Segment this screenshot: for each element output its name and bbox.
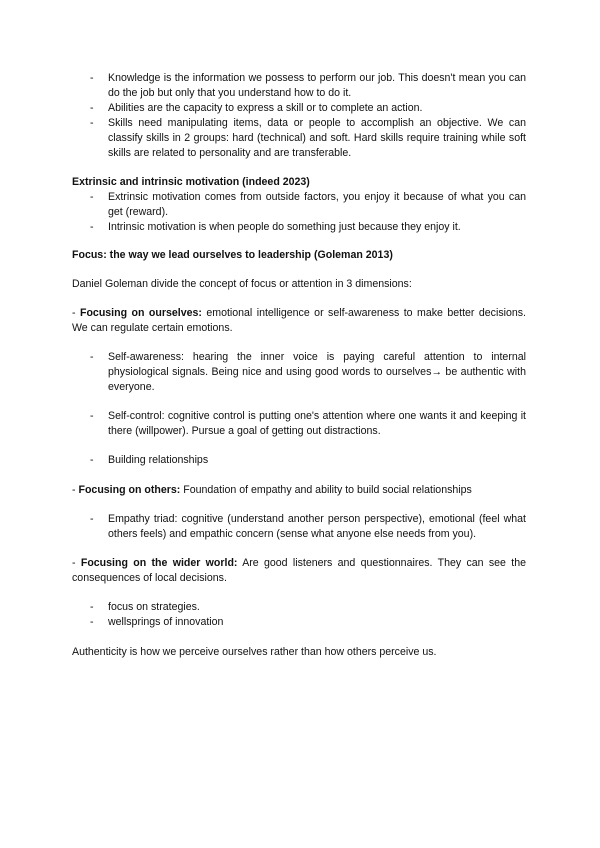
closing-paragraph: Authenticity is how we perceive ourselves rather than how others perceive us. — [72, 646, 437, 658]
motivation-heading: Extrinsic and intrinsic motivation (indeed 2023) — [72, 176, 310, 188]
list-item: - Knowledge is the information we possess to perform our job. This doesn't mean you can do the job but only that you understand how to do it. — [90, 72, 526, 99]
focusing-ourselves-label: Focusing on ourselves: — [79, 307, 202, 319]
focusing-others-paragraph: - Focusing on others: Foundation of empathy and ability to build social relationships — [72, 484, 472, 496]
focus-heading: Focus: the way we lead ourselves to leadership (Goleman 2013) — [72, 249, 393, 261]
focusing-world-list — [72, 600, 526, 630]
focusing-others-label: Focusing on others: — [78, 484, 181, 496]
list-item: - Building relationships — [90, 454, 209, 466]
list-item: - Self-control: cognitive control is putting one's attention where one wants it and keeping it there (willpower). Pursue a goal of getting out distractions. — [90, 410, 526, 437]
focusing-ourselves-list — [72, 350, 526, 468]
list-item: - Skills need manipulating items, data or people to accomplish an objective. We can classify skills in 2 groups: hard (technical) and soft. Hard skills require training while soft skills are related to personality and are transferable. — [90, 117, 526, 159]
focusing-world-label: Focusing on the wider world: — [80, 557, 238, 569]
focusing-others-list — [72, 512, 526, 542]
list-item: - wellsprings of innovation — [90, 616, 224, 628]
list-item: - Extrinsic motivation comes from outside factors, you enjoy it because of what you can get (reward). — [90, 191, 526, 218]
list-item: - focus on strategies. — [90, 601, 200, 613]
list-item: - Self-awareness: hearing the inner voice is paying careful attention to internal physiological signals. Being nice and using good words to ourselves→ be authentic with everyone. — [90, 351, 526, 393]
list-item: - Empathy triad: cognitive (understand another person perspective), emotional (feel what others feels) and empathic concern (sense what anyone else needs from you). — [90, 513, 526, 540]
focus-intro: Daniel Goleman divide the concept of focus or attention in 3 dimensions: — [72, 278, 412, 290]
list-item: - Abilities are the capacity to express a skill or to complete an action. — [90, 102, 423, 114]
list-item: - Intrinsic motivation is when people do something just because they enjoy it. — [90, 221, 461, 233]
focusing-ourselves-paragraph: - Focusing on ourselves: emotional intelligence or self-awareness to make better decisions. We can regulate certain emotions. — [72, 307, 527, 334]
focusing-world-paragraph: - Focusing on the wider world: Are good listeners and questionnaires. They can see the consequences of local decisions. — [72, 557, 526, 584]
motivation-section — [72, 175, 526, 235]
intro-list — [72, 71, 526, 161]
